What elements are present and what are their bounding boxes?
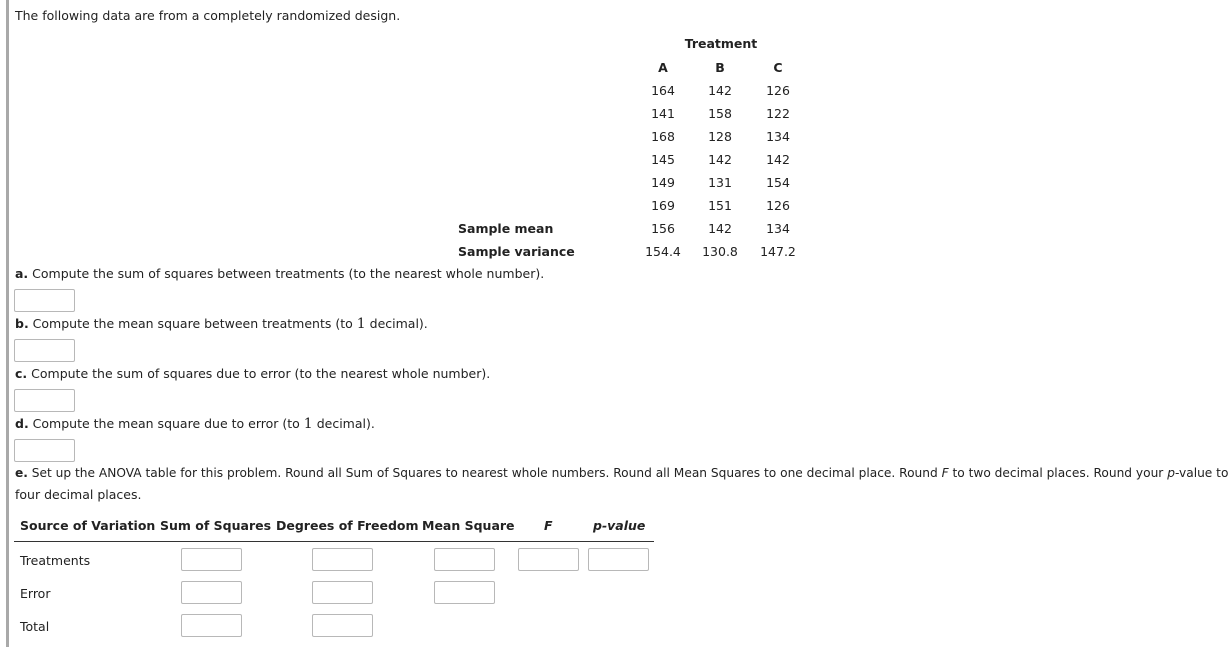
question-e-line2: four decimal places.	[15, 487, 142, 502]
question-d-text-post: decimal).	[312, 416, 375, 431]
table-cell: 164	[651, 83, 675, 98]
intro-text: The following data are from a completely randomized design.	[15, 8, 401, 23]
question-e-letter: e.	[15, 466, 28, 480]
column-header-a: A	[658, 60, 668, 75]
table-cell: 154	[766, 175, 790, 190]
table-cell: 134	[766, 129, 790, 144]
anova-row-treatments-label: Treatments	[20, 553, 91, 568]
question-b-number: 1	[356, 316, 366, 332]
table-cell: 169	[651, 198, 675, 213]
sample-variance-a: 154.4	[645, 244, 681, 259]
question-a-letter: a.	[15, 266, 29, 281]
anova-header-source: Source of Variation	[20, 518, 156, 533]
question-c	[15, 366, 490, 381]
question-d-text-pre: Compute the mean square due to error (to	[28, 416, 304, 431]
question-a	[15, 266, 544, 281]
table-cell: 142	[766, 152, 790, 167]
treatments-p-input[interactable]	[588, 548, 649, 571]
question-c-letter: c.	[15, 366, 28, 381]
error-ss-input[interactable]	[181, 581, 242, 604]
anova-header-ss: Sum of Squares	[160, 518, 272, 533]
treatments-df-input[interactable]	[312, 548, 373, 571]
anova-row-total-label: Total	[20, 619, 50, 634]
table-cell: 122	[766, 106, 790, 121]
question-d-number: 1	[303, 416, 313, 432]
answer-d-input[interactable]	[14, 439, 75, 462]
question-e-f-symbol: F	[941, 466, 949, 480]
question-b-text-post: decimal).	[365, 316, 428, 331]
total-df-input[interactable]	[312, 614, 373, 637]
table-cell: 126	[766, 198, 790, 213]
table-cell: 141	[651, 106, 675, 121]
anova-header-ms: Mean Square	[422, 518, 515, 533]
table-cell: 128	[708, 129, 732, 144]
anova-row-error-label: Error	[20, 586, 51, 601]
anova-header-df: Degrees of Freedom	[276, 518, 419, 533]
sample-mean-a: 156	[651, 221, 675, 236]
sample-variance-b: 130.8	[702, 244, 738, 259]
treatments-f-input[interactable]	[518, 548, 579, 571]
question-d-letter: d.	[15, 416, 29, 431]
table-cell: 145	[651, 152, 675, 167]
question-e-text-3: -value to	[1174, 466, 1229, 480]
anova-header-f: F	[544, 518, 553, 533]
question-d	[15, 416, 375, 432]
question-e-text-1: Set up the ANOVA table for this problem. Round all Sum of Squares to nearest whole numbers. Round all Mean Squares to one decimal place. Round	[27, 466, 942, 480]
question-e-text-2: to two decimal places. Round your	[948, 466, 1168, 480]
treatment-header: Treatment	[684, 36, 758, 51]
question-e-p-symbol: p	[1167, 466, 1175, 480]
table-cell: 131	[708, 175, 732, 190]
table-cell: 149	[651, 175, 675, 190]
sample-mean-label: Sample mean	[458, 221, 554, 236]
anova-header-rule	[14, 541, 654, 542]
left-border	[6, 0, 9, 647]
answer-a-input[interactable]	[14, 289, 75, 312]
question-a-text: Compute the sum of squares between treatments (to the nearest whole number).	[28, 266, 545, 281]
question-b-text-pre: Compute the mean square between treatments (to	[28, 316, 357, 331]
question-c-text: Compute the sum of squares due to error (to the nearest whole number).	[27, 366, 491, 381]
error-ms-input[interactable]	[434, 581, 495, 604]
question-b-letter: b.	[15, 316, 29, 331]
table-cell: 151	[708, 198, 732, 213]
treatments-ss-input[interactable]	[181, 548, 242, 571]
sample-variance-label: Sample variance	[458, 244, 575, 259]
table-cell: 142	[708, 152, 732, 167]
answer-c-input[interactable]	[14, 389, 75, 412]
table-cell: 126	[766, 83, 790, 98]
column-header-c: C	[773, 60, 783, 75]
sample-mean-c: 134	[766, 221, 790, 236]
treatments-ms-input[interactable]	[434, 548, 495, 571]
table-cell: 158	[708, 106, 732, 121]
answer-b-input[interactable]	[14, 339, 75, 362]
total-ss-input[interactable]	[181, 614, 242, 637]
question-e-line1	[15, 466, 1228, 480]
anova-header-p: p-value	[593, 518, 646, 533]
table-cell: 168	[651, 129, 675, 144]
question-b	[15, 316, 428, 332]
column-header-b: B	[715, 60, 725, 75]
table-cell: 142	[708, 83, 732, 98]
sample-mean-b: 142	[708, 221, 732, 236]
sample-variance-c: 147.2	[760, 244, 796, 259]
error-df-input[interactable]	[312, 581, 373, 604]
